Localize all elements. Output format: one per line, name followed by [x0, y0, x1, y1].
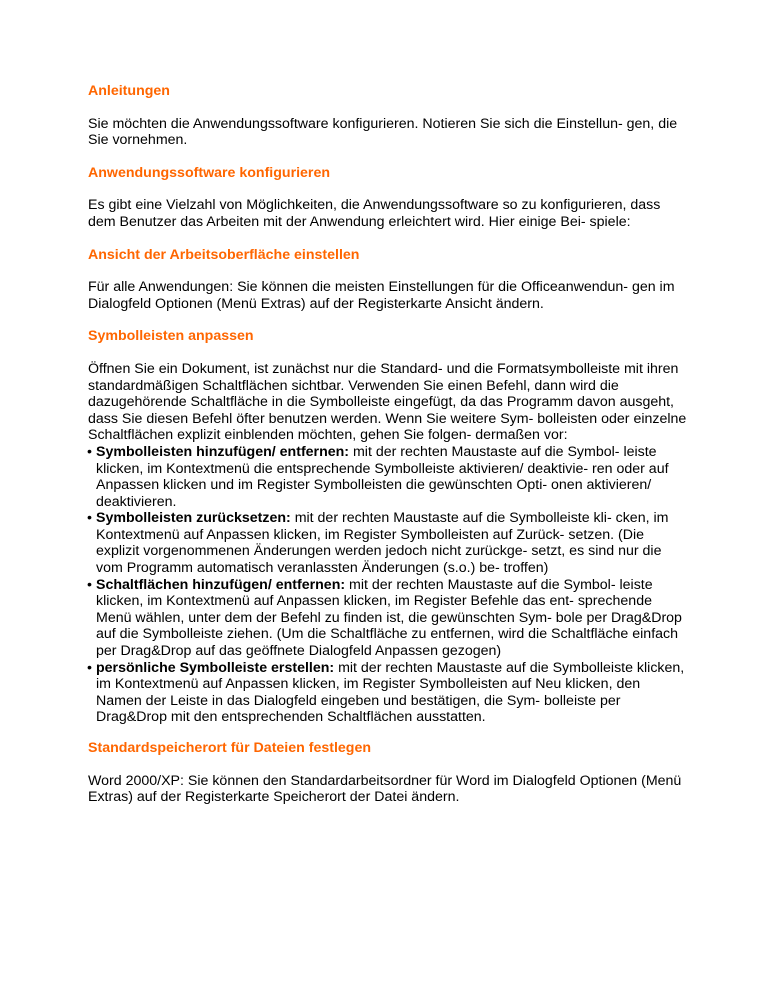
list-item — [88, 660, 688, 726]
bullet-icon: • — [87, 443, 92, 460]
heading-workspace-view: Ansicht der Arbeitsoberfläche einstellen — [88, 246, 360, 263]
list-item-text: mit der rechten Maustaste auf die Symbol- leiste klicken, im Kontextmenü auf Anpassen klicken, im Register Befehle das ent- sprechende Menü wählen, unter dem der Befehl zu finden ist, die gewünschten Sym- bole per Drag&Drop auf die Symbolleiste ziehen. (Um die Schaltfläche zu entfernen, wird die Schaltfläche einfach per Drag&Drop auf das geöffnete Dialogfeld Anpassen gezogen) — [96, 576, 682, 660]
list-item-text: mit der rechten Maustaste auf die Symbol- leiste klicken, im Kontextmenü die entsprechende Symbolleiste aktivieren/ deaktivie- ren oder auf Anpassen klicken und im Register Symbolleisten die gewünschten Opti- onen aktivieren/ deaktivieren. — [96, 443, 669, 510]
heading-anleitungen: Anleitungen — [88, 83, 170, 99]
list-item-term: Symbolleisten zurücksetzen: — [96, 510, 291, 527]
bullet-icon: • — [87, 576, 92, 593]
list-item — [88, 577, 688, 660]
document-page — [88, 83, 688, 822]
heading-configure-software: Anwendungssoftware konfigurieren — [88, 164, 330, 181]
heading-customize-toolbars: Symbolleisten anpassen — [88, 328, 254, 345]
toolbar-steps-list — [88, 444, 688, 726]
list-item — [88, 510, 688, 576]
list-item — [88, 444, 688, 510]
paragraph-save-location: Word 2000/XP: Sie können den Standardarbeitsordner für Word im Dialogfeld Optionen (Menü Extras) auf der Registerkarte Speicherort der Datei ändern. — [88, 772, 682, 806]
bullet-icon: • — [87, 510, 92, 527]
list-item-term: persönliche Symbolleiste erstellen: — [96, 659, 335, 676]
list-item-text: mit der rechten Maustaste auf die Symbolleiste klicken, im Kontextmenü auf Anpassen klicken, im Register Symbolleisten auf Neu klicken, den Namen der Leiste in das Dialogfeld eingeben und bestätigen, die Sym- bolleiste per Drag&Drop mit den entsprechenden Schaltflächen ausstatten. — [96, 659, 685, 726]
paragraph-intro: Sie möchten die Anwendungssoftware konfigurieren. Notieren Sie sich die Einstellun- gen, die Sie vornehmen. — [88, 115, 678, 149]
paragraph-toolbars: Öffnen Sie ein Dokument, ist zunächst nur die Standard- und die Formatsymbolleiste mit ihren standardmäßigen Schaltflächen sichtbar. Verwenden Sie einen Befehl, dann wird die dazugehörende Schaltfläche in die Symbolleiste eingefügt, da das Programm davon ausgeht, dass Sie diesen Befehl öfter benutzen werden. Wenn Sie weitere Sym- bolleisten oder einzelne Schaltflächen explizit einblenden möchten, gehen Sie folgen- dermaßen vor: — [88, 360, 687, 444]
bullet-icon: • — [87, 659, 92, 676]
list-item-text: mit der rechten Maustaste auf die Symbolleiste kli- cken, im Kontextmenü auf Anpassen klicken, im Register Symbolleisten auf Zurück- setzen. (Die explizit vorgenommenen Änderungen werden jedoch nicht zurückge- setzt, es sind nur die vom Programm automatisch veranlassten Änderungen (s.o.) be- troffen) — [96, 510, 669, 577]
heading-default-save-location: Standardspeicherort für Dateien festlegen — [88, 740, 372, 756]
list-item-term: Schaltflächen hinzufügen/ entfernen: — [96, 576, 346, 593]
paragraph-configure: Es gibt eine Vielzahl von Möglichkeiten, die Anwendungssoftware so zu konfigurieren, dass dem Benutzer das Arbeiten mit der Anwendung erleichtert wird. Hier einige Bei- spiele: — [88, 197, 661, 230]
paragraph-workspace-view: Für alle Anwendungen: Sie können die meisten Einstellungen für die Officeanwendun- gen im Dialogfeld Optionen (Menü Extras) auf der Registerkarte Ansicht ändern. — [88, 279, 675, 312]
list-item-term: Symbolleisten hinzufügen/ entfernen: — [96, 443, 350, 460]
